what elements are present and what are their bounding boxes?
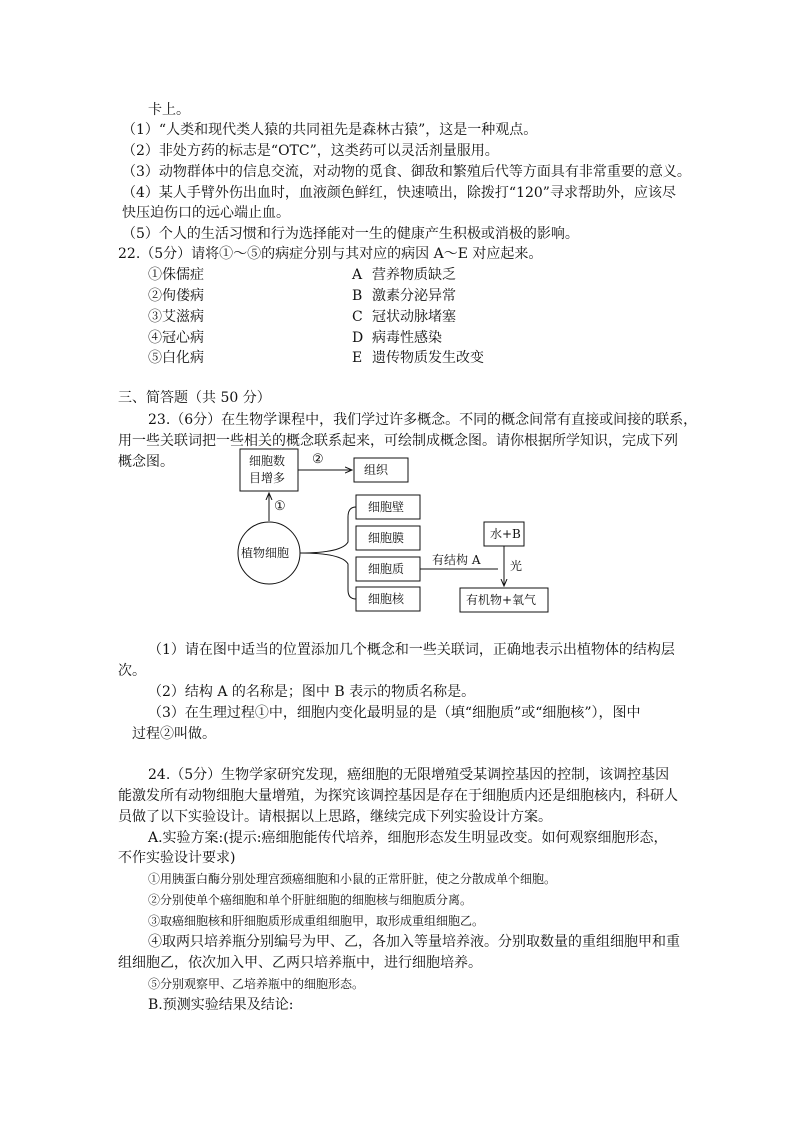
q23-part-3-line-2: 过程②叫做。 <box>132 726 216 742</box>
cell-wall-label: 细胞壁 <box>368 500 405 514</box>
statement-2: （2）非处方药的标志是“OTC”，这类药可以灵活剂量服用。 <box>122 143 499 159</box>
process-1-marker: ① <box>274 499 286 514</box>
disease-4: ④冠心病 <box>148 330 204 346</box>
q24-step-3: ③取癌细胞核和肝细胞质形成重组细胞甲，取形成重组细胞乙。 <box>148 914 485 928</box>
cause-letter-a: A <box>352 267 363 283</box>
disease-3: ③艾滋病 <box>148 309 204 325</box>
cause-e: 遗传物质发生改变 <box>372 350 484 366</box>
q23-part-1-line-1: （1）请在图中适当的位置添加几个概念和一些关联词，正确地表示出植物体的结构层 <box>148 642 675 658</box>
q24-step-2: ②分别使单个癌细胞和单个肝脏细胞的细胞核与细胞质分离。 <box>148 893 473 907</box>
question-23-stem-2: 用一些关联词把一些相关的概念联系起来，可绘制成概念图。请你根据所学知识，完成下列 <box>118 433 678 449</box>
q24-step-4-line-2: 组细胞乙，依次加入甲、乙两只培养瓶中，进行细胞培养。 <box>118 955 482 971</box>
cause-c: 冠状动脉堵塞 <box>372 309 456 325</box>
nucleus-label: 细胞核 <box>368 592 405 606</box>
statement-4-line-1: （4）某人手臂外伤出血时，血液颜色鲜红，快速喷出，除拨打“120”寻求帮助外，应该尽 <box>122 185 676 201</box>
concept-map <box>230 447 560 617</box>
question-23-stem-1: 23.（6分）在生物学课程中，我们学过许多概念。不同的概念间常有直接或间接的联系， <box>148 412 698 428</box>
cause-a: 营养物质缺乏 <box>372 267 456 283</box>
q24-part-b: B.预测实验结果及结论: <box>148 997 294 1013</box>
q24-step-5: ⑤分别观察甲、乙培养瓶中的细胞形态。 <box>148 977 365 991</box>
cause-letter-e: E <box>352 350 363 366</box>
cause-b: 激素分泌异常 <box>372 288 456 304</box>
section-3-title: 三、简答题（共 50 分） <box>118 390 271 406</box>
disease-5: ⑤白化病 <box>148 350 204 366</box>
cause-d: 病毒性感染 <box>372 330 442 346</box>
question-22-stem: 22.（5分）请将①～⑤的病症分别与其对应的病因 A～E 对应起来。 <box>118 246 543 262</box>
q24-step-1: ①用胰蛋白酶分别处理宫颈癌细胞和小鼠的正常肝脏，使之分散成单个细胞。 <box>148 872 557 886</box>
statement-1: （1）“人类和现代类人猿的共同祖先是森林古猿”，这是一种观点。 <box>122 122 538 138</box>
cause-letter-c: C <box>352 309 363 325</box>
statement-5: （5）个人的生活习惯和行为选择能对一生的健康产生积极或消极的影响。 <box>122 226 579 242</box>
question-24-stem-1: 24.（5分）生物学家研究发现，癌细胞的无限增殖受某调控基因的控制，该调控基因 <box>148 767 670 783</box>
continued-text: 卡上。 <box>148 102 190 118</box>
q23-part-1-line-2: 次。 <box>118 663 146 679</box>
q24-part-a-line-1: A.实验方案:(提示:癌细胞能传代培养，细胞形态发生明显改变。如何观察细胞形态， <box>148 830 668 846</box>
cytoplasm-label: 细胞质 <box>368 562 405 576</box>
statement-3: （3）动物群体中的信息交流，对动物的觅食、御敌和繁殖后代等方面具有非常重要的意义。 <box>122 164 691 180</box>
q23-part-3-line-1: （3）在生理过程①中，细胞内变化最明显的是（填“细胞质”或“细胞核”），图中 <box>148 705 641 721</box>
cause-letter-d: D <box>352 330 364 346</box>
cause-letter-b: B <box>352 288 363 304</box>
disease-2: ②佝偻病 <box>148 288 204 304</box>
question-24-stem-3: 员做了以下实验设计。请根据以上思路，继续完成下列实验设计方案。 <box>118 809 552 825</box>
question-23-stem-3: 概念图。 <box>118 454 174 470</box>
q24-step-4-line-1: ④取两只培养瓶分别编号为甲、乙，各加入等量培养液。分别取数量的重组细胞甲和重 <box>148 934 680 950</box>
statement-4-line-2: 快压迫伤口的远心端止血。 <box>122 205 290 221</box>
tissue-label: 组织 <box>364 463 389 477</box>
cell-number-label-1: 细胞数 <box>249 454 286 468</box>
water-b-label: 水+B <box>490 527 521 541</box>
disease-1: ①侏儒症 <box>148 267 204 283</box>
cell-number-label-2: 目增多 <box>249 471 286 485</box>
has-structure-a-label: 有结构 A <box>432 553 481 567</box>
organic-oxygen-label: 有机物+氧气 <box>466 593 537 607</box>
plant-cell-label: 植物细胞 <box>241 546 290 560</box>
q24-part-a-line-2: 不作实验设计要求) <box>118 850 236 866</box>
process-2-marker: ② <box>312 452 324 467</box>
light-label: 光 <box>510 559 523 573</box>
question-24-stem-2: 能激发所有动物细胞大量增殖，为探究该调控基因是存在于细胞质内还是细胞核内，科研人 <box>118 788 678 804</box>
cell-membrane-label: 细胞膜 <box>368 531 405 545</box>
q23-part-2: （2）结构 A 的名称是；图中 B 表示的物质名称是。 <box>148 684 476 700</box>
